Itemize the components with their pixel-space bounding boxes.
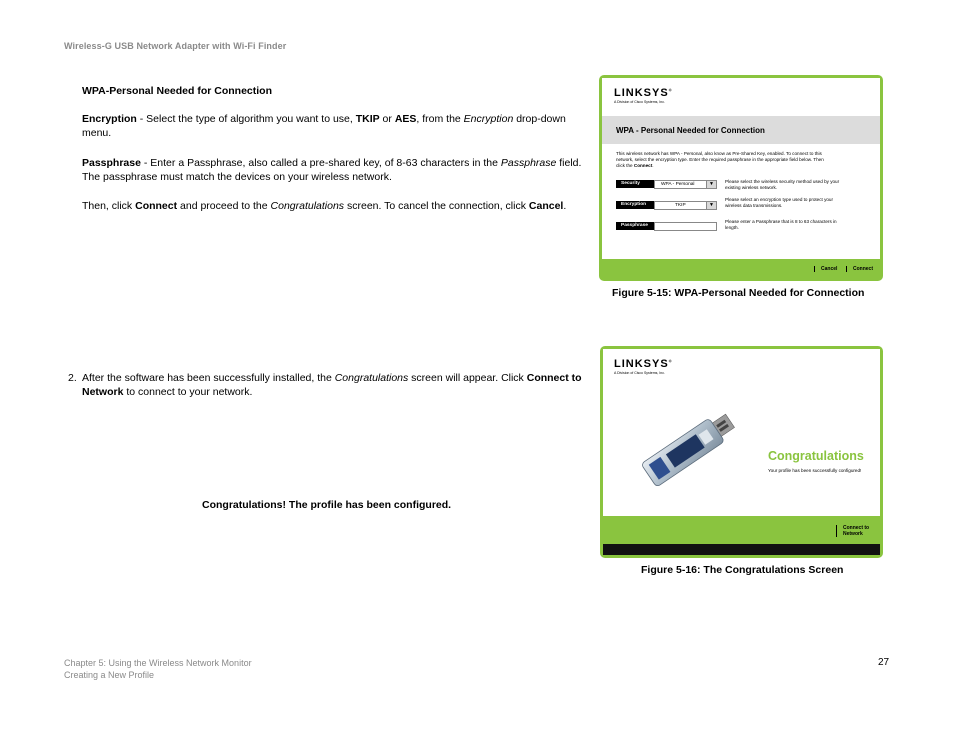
logo-subtitle: A Division of Cisco Systems, Inc. [614, 371, 665, 375]
text-run: Please enter a Passphrase that is 8 to 63 characters in [725, 219, 837, 224]
term-cancel: Cancel [528, 200, 564, 212]
logo-text: LINKSYS [614, 358, 669, 370]
footer-line: Creating a New Profile [64, 670, 155, 680]
encryption-select[interactable] [654, 201, 717, 210]
security-label: Security [616, 180, 657, 188]
text-run: existing wireless network. [725, 185, 778, 190]
term-aes: AES [394, 113, 417, 125]
congrats-subtitle: Your profile has been successfully configured! [768, 468, 862, 473]
term-connect-to: Connect to [526, 372, 582, 384]
text-run: Then, click [82, 200, 136, 212]
term-connect: Connect [135, 200, 178, 212]
security-value: WPA - Personal [661, 182, 695, 187]
linksys-logo [614, 87, 673, 104]
security-select[interactable] [654, 180, 717, 189]
text-run: menu. [82, 127, 112, 139]
italic-congratulations: Congratulations [270, 200, 345, 212]
text-run: - Select the type of algorithm you want to use, [136, 113, 356, 125]
term-passphrase: Passphrase [82, 157, 141, 169]
encryption-help [725, 197, 875, 209]
then-paragraph [82, 199, 592, 213]
text-run: screen will appear. Click [408, 372, 527, 384]
logo-subtitle: A Division of Cisco Systems, Inc. [614, 100, 665, 104]
passphrase-label: Passphrase [616, 222, 657, 230]
intro-text [616, 151, 874, 169]
connect-to-network-button[interactable] [836, 525, 869, 537]
encryption-value: TKIP [675, 203, 686, 208]
text-run: Connect [633, 163, 653, 168]
page-header: Wireless-G USB Network Adapter with Wi-Fi Finder [64, 41, 287, 51]
screenshot-body [602, 78, 880, 259]
text-run: wireless data transmissions. [725, 203, 783, 208]
text-run: field. [556, 157, 582, 169]
text-run: length. [725, 225, 739, 230]
logo-registered: ® [668, 358, 673, 364]
text-run: , from the [416, 113, 464, 125]
text-run: This wireless network has WPA - Personal, also know as Pre-Shared Key, enabled. To connect to this [616, 151, 822, 156]
security-help [725, 179, 875, 191]
step2-paragraph [82, 371, 592, 399]
italic-encryption: Encryption [463, 113, 514, 125]
text-run: or [379, 113, 395, 125]
title-band [602, 116, 880, 144]
section-heading: WPA-Personal Needed for Connection [82, 85, 272, 97]
figure-congrats-screenshot [600, 346, 883, 558]
text-run: After the software has been successfully installed, the [82, 372, 335, 384]
connect-button[interactable]: Connect [846, 266, 873, 272]
figure-caption-15: Figure 5-15: WPA-Personal Needed for Connection [612, 287, 865, 299]
text-run: drop-down [513, 113, 566, 125]
italic-passphrase: Passphrase [500, 157, 557, 169]
passphrase-input[interactable] [654, 222, 717, 231]
button-label: Network [843, 531, 863, 537]
dialog-title: WPA - Personal Needed for Connection [616, 126, 765, 135]
footer-chapter [64, 657, 252, 681]
text-run: Please select an encryption type used to protect your [725, 197, 834, 202]
logo-text: LINKSYS [614, 87, 669, 99]
figure-wpa-screenshot [599, 75, 883, 281]
figure-caption-16: Figure 5-16: The Congratulations Screen [641, 564, 844, 576]
text-run: network, select the encryption type. Enter the required passphrase in the appropriate field below. Then [616, 157, 824, 162]
cancel-button[interactable]: Cancel [814, 266, 837, 272]
passphrase-paragraph [82, 156, 592, 184]
logo-registered: ® [668, 87, 673, 93]
text-run: click the [616, 163, 634, 168]
encryption-label: Encryption [616, 201, 657, 209]
encryption-paragraph [82, 112, 592, 140]
text-run: . [652, 163, 654, 168]
chevron-down-icon[interactable]: ▼ [706, 202, 716, 209]
italic-congratulations: Congratulations [334, 372, 409, 384]
status-bar [603, 544, 880, 555]
term-tkip: TKIP [355, 113, 380, 125]
term-network: Network [82, 386, 124, 398]
chevron-down-icon[interactable]: ▼ [706, 181, 716, 188]
text-run: The passphrase must match the devices on your wireless network. [82, 171, 392, 183]
term-encryption: Encryption [82, 113, 137, 125]
linksys-logo [614, 358, 673, 375]
text-run: Please select the wireless security method used by your [725, 179, 840, 184]
page-number: 27 [878, 657, 890, 668]
passphrase-help [725, 219, 875, 231]
button-label: Connect to [843, 525, 870, 531]
screenshot-body [603, 349, 880, 516]
footer-line: Chapter 5: Using the Wireless Network Monitor [64, 658, 252, 668]
text-run: and proceed to the [177, 200, 271, 212]
congrats-subheading: Congratulations! The profile has been configured. [202, 499, 452, 511]
text-run: . [563, 200, 567, 212]
step-number: 2. [68, 372, 77, 384]
congrats-title: Congratulations [768, 449, 864, 463]
usb-adapter-image [633, 404, 748, 489]
text-run: - Enter a Passphrase, also called a pre-shared key, of 8-63 characters in the [140, 157, 501, 169]
text-run: to connect to your network. [123, 386, 253, 398]
text-run: screen. To cancel the connection, click [344, 200, 529, 212]
